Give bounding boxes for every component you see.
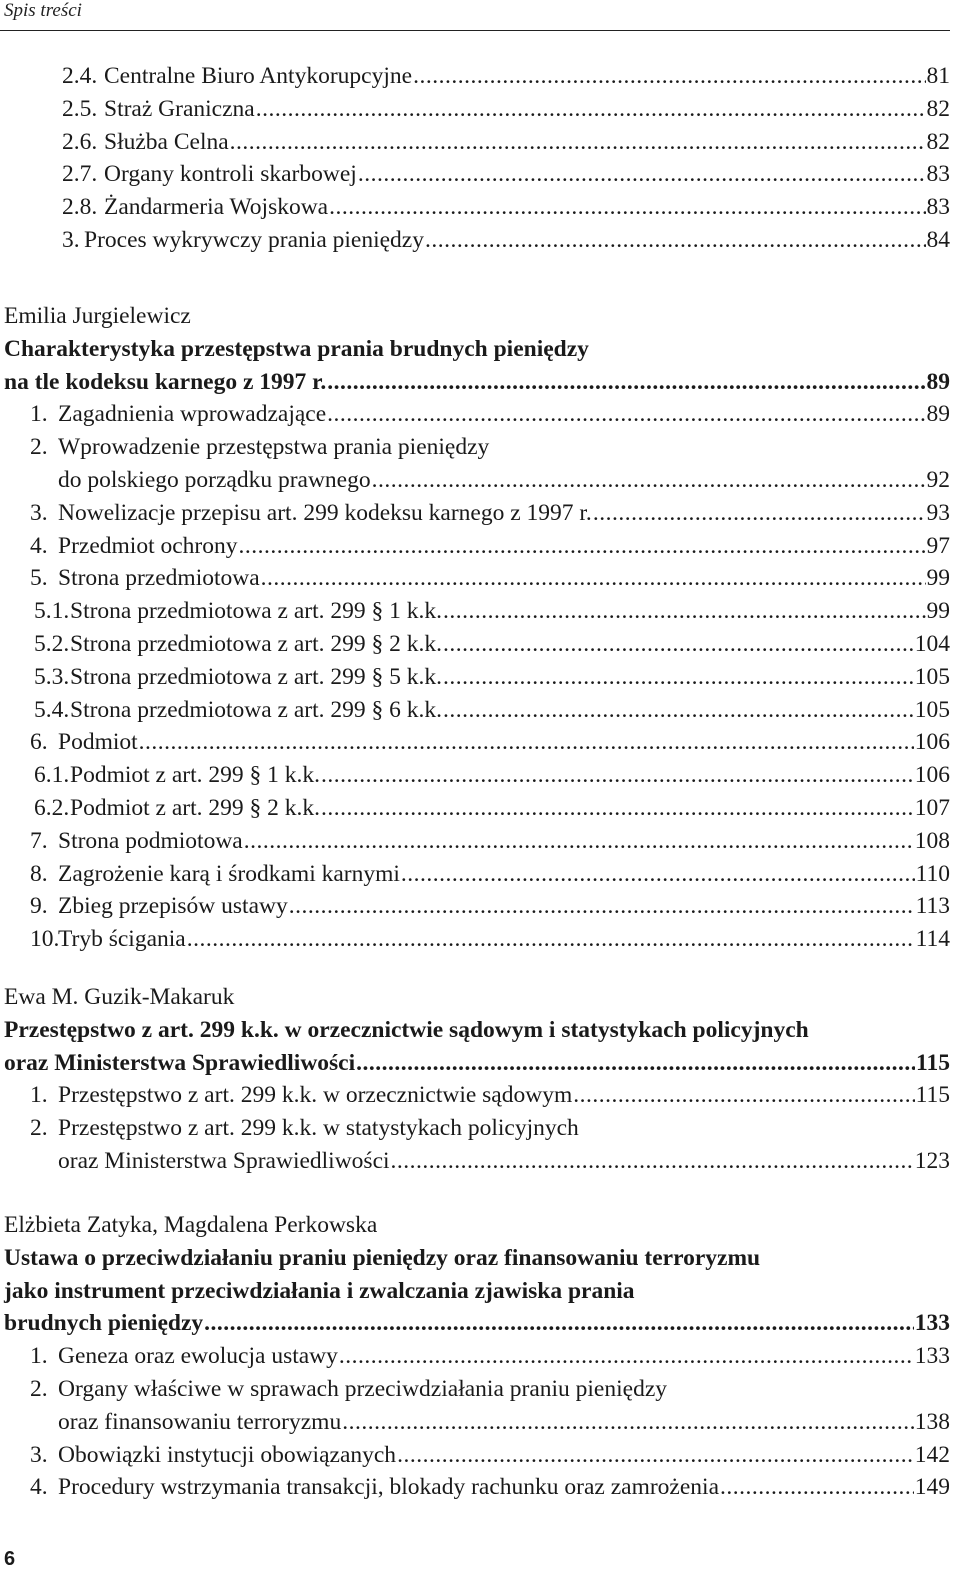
entry-number: 4. xyxy=(30,1474,48,1501)
dot-leader xyxy=(329,191,925,224)
running-header xyxy=(0,0,950,31)
entry-number: 1. xyxy=(30,401,48,428)
entry-title: do polskiego porządku prawnego xyxy=(58,466,371,493)
entry-title: Podmiot xyxy=(58,729,138,756)
chapter-author: Emilia Jurgielewicz xyxy=(4,303,191,329)
entry-page-number: 99 xyxy=(926,598,950,625)
entry-page-number: 138 xyxy=(914,1408,950,1435)
entry-title: Przedmiot ochrony xyxy=(58,532,238,559)
entry-title: Strona przedmiotowa z art. 299 § 2 k.k. xyxy=(70,630,442,657)
entry-number: 6.2. xyxy=(34,794,70,821)
toc-entry[interactable] xyxy=(0,1439,950,1472)
chapter-page-number: 89 xyxy=(926,368,950,395)
entry-title: oraz finansowaniu terroryzmu xyxy=(58,1408,342,1435)
entry-number: 7. xyxy=(30,827,48,854)
chapter-page-number: 115 xyxy=(916,1049,950,1076)
entry-page-number: 123 xyxy=(914,1147,950,1174)
toc-entry[interactable] xyxy=(0,93,950,126)
dot-leader xyxy=(443,661,914,694)
entry-page-number: 81 xyxy=(926,63,950,89)
entry-page-number: 106 xyxy=(914,762,950,789)
dot-leader xyxy=(342,1406,914,1439)
entry-page-number: 114 xyxy=(915,926,950,953)
toc-entry[interactable] xyxy=(0,825,950,858)
chapter-title: brudnych pieniędzy xyxy=(4,1310,204,1337)
entry-title: Strona przedmiotowa z art. 299 § 6 k.k. xyxy=(70,696,442,723)
toc-entry[interactable] xyxy=(0,126,950,159)
toc-entry[interactable] xyxy=(0,628,950,661)
chapter-page-number: 133 xyxy=(914,1310,950,1337)
entry-title: Zbieg przepisów ustawy xyxy=(58,893,288,920)
entry-number: 1. xyxy=(30,1343,48,1370)
entry-page-number: 89 xyxy=(926,401,950,428)
toc-entry[interactable] xyxy=(0,191,950,224)
toc-entry[interactable] xyxy=(0,1340,950,1373)
entry-page-number: 99 xyxy=(926,565,950,592)
entry-title: Centralne Biuro Antykorupcyjne xyxy=(104,63,413,89)
entry-page-number: 82 xyxy=(926,128,950,155)
entry-title: Zagadnienia wprowadzające xyxy=(58,401,327,428)
entry-number: 5.2. xyxy=(34,630,70,657)
dot-leader xyxy=(327,366,925,399)
entry-number: 3. xyxy=(30,499,48,526)
toc-entry[interactable] xyxy=(0,1079,950,1112)
dot-leader xyxy=(321,759,914,792)
toc-entry[interactable] xyxy=(0,1471,950,1504)
dot-leader xyxy=(443,628,914,661)
dot-leader xyxy=(244,825,914,858)
chapter-title-entry[interactable] xyxy=(0,1047,950,1080)
chapter-title[interactable]: jako instrument przeciwdziałania i zwalczania zjawiska prania xyxy=(4,1277,635,1304)
entry-number: 8. xyxy=(30,860,48,887)
dot-leader xyxy=(256,93,926,126)
toc-entry[interactable] xyxy=(0,759,950,792)
chapter-author: Ewa M. Guzik-Makaruk xyxy=(4,984,235,1010)
dot-leader xyxy=(327,398,925,431)
entry-number: 2. xyxy=(30,434,48,461)
entry-page-number: 149 xyxy=(914,1474,950,1501)
entry-title: oraz Ministerstwa Sprawiedliwości xyxy=(58,1147,390,1174)
toc-entry[interactable] xyxy=(0,661,950,694)
entry-title: Strona przedmiotowa z art. 299 § 1 k.k. xyxy=(70,598,442,625)
entry-number: 5.3. xyxy=(34,663,70,690)
dot-leader xyxy=(238,530,925,563)
entry-title: Straż Graniczna xyxy=(104,95,255,122)
header-title: Spis treści xyxy=(4,0,82,21)
entry-title: Podmiot z art. 299 § 2 k.k. xyxy=(70,794,320,821)
entry-title: Organy kontroli skarbowej xyxy=(104,161,357,188)
entry-page-number: 115 xyxy=(915,1082,950,1109)
entry-number: 3. xyxy=(30,1441,48,1468)
dot-leader xyxy=(356,1047,915,1080)
dot-leader xyxy=(321,792,914,825)
dot-leader xyxy=(204,1307,914,1340)
entry-title: Organy właściwe w sprawach przeciwdziałania praniu pieniędzy xyxy=(58,1375,668,1402)
dot-leader xyxy=(289,890,915,923)
dot-leader xyxy=(401,858,915,891)
toc-entry[interactable] xyxy=(0,726,950,759)
entry-number: 5.1. xyxy=(34,598,70,625)
dot-leader xyxy=(443,694,914,727)
entry-title: Przestępstwo z art. 299 k.k. w statystykach policyjnych xyxy=(58,1115,579,1142)
entry-number: 2.6. xyxy=(62,128,98,155)
toc-entry[interactable] xyxy=(0,60,950,93)
entry-title: Strona podmiotowa xyxy=(58,827,243,854)
entry-page-number: 113 xyxy=(915,893,950,920)
toc-entry[interactable] xyxy=(0,694,950,727)
entry-page-number: 110 xyxy=(915,860,950,887)
entry-page-number: 83 xyxy=(926,161,950,188)
entry-page-number: 83 xyxy=(926,194,950,221)
dot-leader xyxy=(573,1079,914,1112)
entry-title: Proces wykrywczy prania pieniędzy xyxy=(84,226,424,253)
toc-entry[interactable] xyxy=(0,595,950,628)
entry-page-number: 108 xyxy=(914,827,950,854)
chapter-title[interactable]: Charakterystyka przestępstwa prania brudnych pieniędzy xyxy=(4,335,589,362)
dot-leader xyxy=(391,1145,914,1178)
entry-page-number: 84 xyxy=(926,226,950,253)
toc-entry[interactable] xyxy=(0,923,950,956)
entry-page-number: 93 xyxy=(926,499,950,526)
dot-leader xyxy=(339,1340,914,1373)
dot-leader xyxy=(261,562,926,595)
toc-entry[interactable] xyxy=(0,431,950,464)
entry-title: Wprowadzenie przestępstwa prania pieniędzy xyxy=(58,434,490,461)
entry-number: 5. xyxy=(30,565,48,592)
toc-entry[interactable] xyxy=(0,1406,950,1439)
dot-leader xyxy=(720,1471,914,1504)
entry-title: Procedury wstrzymania transakcji, blokady rachunku oraz zamrożenia xyxy=(58,1474,719,1501)
chapter-title: na tle kodeksu karnego z 1997 r. xyxy=(4,368,327,395)
entry-page-number: 104 xyxy=(914,630,950,657)
chapter-author: Elżbieta Zatyka, Magdalena Perkowska xyxy=(4,1212,378,1238)
entry-number: 2. xyxy=(30,1375,48,1402)
toc-entry[interactable] xyxy=(0,530,950,563)
entry-page-number: 105 xyxy=(914,663,950,690)
dot-leader xyxy=(230,126,926,159)
dot-leader xyxy=(593,497,926,530)
toc-entry[interactable] xyxy=(0,1112,950,1145)
dot-leader xyxy=(358,158,926,191)
toc-entry[interactable] xyxy=(0,792,950,825)
entry-title: Przestępstwo z art. 299 k.k. w orzecznictwie sądowym xyxy=(58,1082,573,1109)
entry-number: 4. xyxy=(30,532,48,559)
entry-title: Żandarmeria Wojskowa xyxy=(104,194,329,221)
toc-chapter xyxy=(0,1209,950,1504)
entry-number: 2. xyxy=(30,1115,48,1142)
entry-page-number: 82 xyxy=(926,95,950,122)
dot-leader xyxy=(413,60,925,93)
entry-title: Strona przedmiotowa xyxy=(58,565,260,592)
toc-entry[interactable] xyxy=(0,398,950,431)
entry-title: Strona przedmiotowa z art. 299 § 5 k.k. xyxy=(70,663,442,690)
entry-number: 6. xyxy=(30,729,48,756)
chapter-title-entry[interactable] xyxy=(0,1307,950,1340)
toc-continued-entries xyxy=(0,60,950,257)
entry-title: Zagrożenie karą i środkami karnymi xyxy=(58,860,400,887)
toc-entry[interactable] xyxy=(0,562,950,595)
dot-leader xyxy=(397,1439,914,1472)
toc-entry[interactable] xyxy=(0,1373,950,1406)
entry-title: Geneza oraz ewolucja ustawy xyxy=(58,1343,338,1370)
entry-title: Tryb ścigania xyxy=(58,926,186,953)
entry-number: 2.5. xyxy=(62,95,98,122)
toc-entry[interactable] xyxy=(0,497,950,530)
dot-leader xyxy=(187,923,915,956)
entry-number: 10. xyxy=(30,926,60,953)
entry-number: 2.8. xyxy=(62,194,98,221)
toc-entry[interactable] xyxy=(0,158,950,191)
dot-leader xyxy=(425,224,926,257)
chapter-title-entry[interactable] xyxy=(0,366,950,399)
dot-leader xyxy=(139,726,914,759)
entry-page-number: 142 xyxy=(914,1441,950,1468)
toc-entry[interactable] xyxy=(0,464,950,497)
entry-number: 3. xyxy=(62,226,80,253)
entry-number: 2.7. xyxy=(62,161,98,188)
entry-number: 1. xyxy=(30,1082,48,1109)
entry-page-number: 106 xyxy=(914,729,950,756)
toc-chapter xyxy=(0,981,950,1178)
page-number: 6 xyxy=(4,1548,16,1570)
entry-title: Nowelizacje przepisu art. 299 kodeksu karnego z 1997 r. xyxy=(58,499,592,526)
entry-page-number: 105 xyxy=(914,696,950,723)
dot-leader xyxy=(372,464,926,497)
entry-number: 9. xyxy=(30,893,48,920)
toc-chapter xyxy=(0,300,950,956)
dot-leader xyxy=(443,595,926,628)
chapter-title: oraz Ministerstwa Sprawiedliwości xyxy=(4,1049,356,1076)
entry-page-number: 107 xyxy=(914,794,950,821)
chapter-title[interactable]: Ustawa o przeciwdziałaniu praniu pieniędzy oraz finansowaniu terroryzmu xyxy=(4,1244,761,1271)
entry-title: Podmiot z art. 299 § 1 k.k. xyxy=(70,762,320,789)
entry-page-number: 97 xyxy=(926,532,950,559)
entry-page-number: 133 xyxy=(914,1343,950,1370)
toc-entry[interactable] xyxy=(0,1145,950,1178)
entry-number: 5.4. xyxy=(34,696,70,723)
entry-number: 6.1. xyxy=(34,762,70,789)
chapter-title[interactable]: Przestępstwo z art. 299 k.k. w orzecznictwie sądowym i statystykach policyjnych xyxy=(4,1016,809,1043)
toc-entry[interactable] xyxy=(0,890,950,923)
entry-title: Służba Celna xyxy=(104,128,229,155)
toc-entry[interactable] xyxy=(0,858,950,891)
entry-title: Obowiązki instytucji obowiązanych xyxy=(58,1441,397,1468)
entry-page-number: 92 xyxy=(926,466,950,493)
entry-number: 2.4. xyxy=(62,63,98,89)
toc-entry[interactable] xyxy=(0,224,950,257)
